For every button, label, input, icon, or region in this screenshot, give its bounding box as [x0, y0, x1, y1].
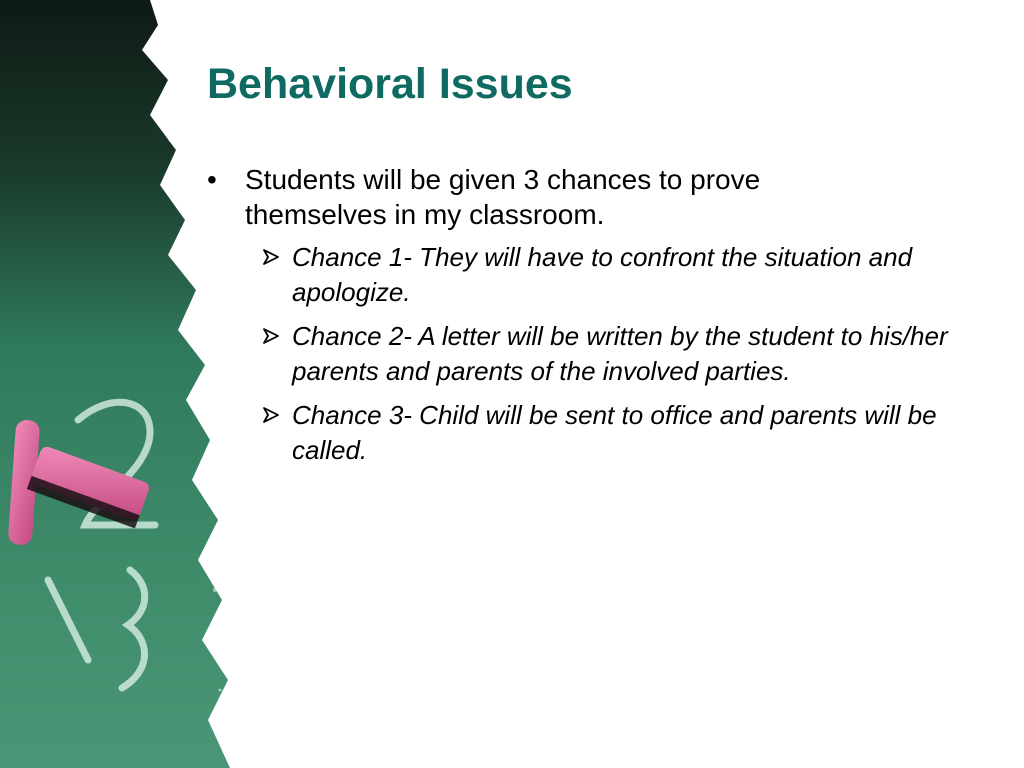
arrowhead-icon — [262, 319, 292, 345]
bullet-text: Students will be given 3 chances to prove themselves in my classroom. — [245, 164, 761, 230]
chalkboard-decoration — [0, 0, 240, 768]
bullet-dot-icon: • — [207, 164, 217, 195]
bullet-item — [207, 162, 997, 232]
sub-bullet-item — [262, 240, 997, 309]
sub-bullet-item — [262, 319, 997, 388]
bullet-list — [207, 162, 997, 467]
sub-bullet-list — [207, 240, 997, 467]
sub-bullet-text: Chance 1- They will have to confront the situation and apologize. — [292, 242, 913, 307]
sub-bullet-item — [262, 398, 997, 467]
arrowhead-icon — [262, 398, 292, 424]
slide-title: Behavioral Issues — [207, 60, 573, 108]
sub-bullet-text: Chance 2- A letter will be written by the student to his/her parents and parents of the involved parties. — [292, 321, 948, 386]
arrowhead-icon — [262, 240, 292, 266]
sub-bullet-text: Chance 3- Child will be sent to office and parents will be called. — [292, 400, 937, 465]
chalkboard-surface — [0, 0, 230, 768]
